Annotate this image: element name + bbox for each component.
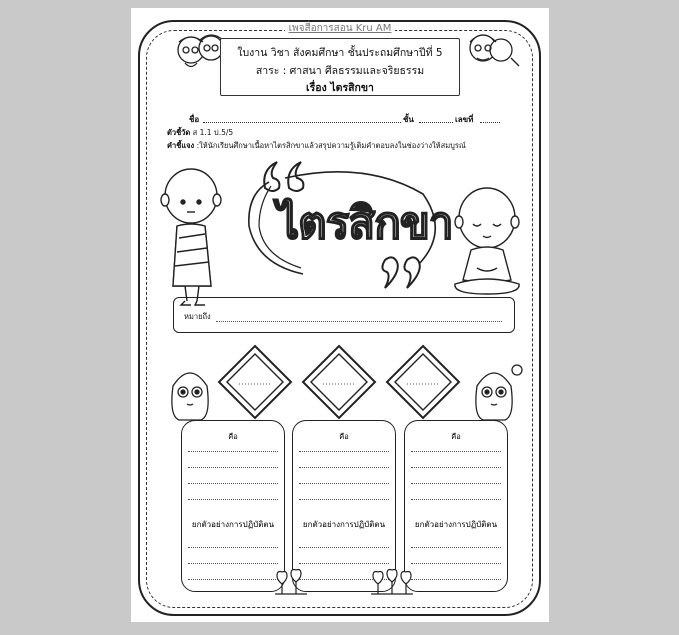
indicator-value: ส 1.1 ป.5/5 bbox=[192, 128, 234, 137]
kids-right-icon bbox=[461, 28, 521, 78]
meaning-label: หมายถึง bbox=[184, 312, 211, 321]
card-line bbox=[299, 451, 389, 452]
class-field[interactable] bbox=[419, 122, 453, 123]
quote-close-icon bbox=[377, 256, 427, 292]
meaning-box[interactable] bbox=[173, 297, 515, 333]
diamond-3[interactable] bbox=[385, 344, 461, 420]
card-line bbox=[299, 499, 389, 500]
card-line bbox=[299, 563, 389, 564]
card-line bbox=[188, 579, 278, 580]
class-label: ชั้น bbox=[403, 115, 414, 124]
header-line-1: ใบงาน วิชา สังคมศึกษา ชั้นประถมศึกษาปีที่ 5 bbox=[237, 47, 443, 59]
header-line-3: เรื่อง ไตรสิกขา bbox=[306, 82, 374, 94]
header-box bbox=[220, 38, 460, 96]
girl-right-icon bbox=[469, 362, 525, 422]
card-line bbox=[411, 563, 501, 564]
indicator-label: ตัวชี้วัด bbox=[167, 128, 191, 137]
card-3[interactable] bbox=[404, 420, 508, 592]
card-line bbox=[411, 451, 501, 452]
hearts-left-icon bbox=[269, 568, 313, 598]
card-caption: คือ bbox=[339, 432, 349, 441]
number-label: เลขที่ bbox=[455, 115, 474, 124]
instruction-text: ให้นักเรียนศึกษาเนื้อหาไตรสิกขาแล้วสรุปความรู้เติมคำตอบลงในช่องว่างให้สมบูรณ์ bbox=[199, 141, 466, 150]
card-line bbox=[188, 563, 278, 564]
card-line bbox=[411, 579, 501, 580]
card-example: ยกตัวอย่างการปฏิบัติตน bbox=[414, 520, 498, 529]
instruction-label: คำชี้แจง bbox=[167, 141, 195, 150]
card-line bbox=[188, 467, 278, 468]
name-label: ชื่อ bbox=[189, 115, 200, 124]
card-caption: คือ bbox=[451, 432, 461, 441]
card-line bbox=[411, 467, 501, 468]
card-line bbox=[299, 467, 389, 468]
card-line bbox=[188, 451, 278, 452]
monk-standing-icon bbox=[159, 166, 229, 306]
girl-left-icon bbox=[165, 366, 215, 422]
card-line bbox=[411, 547, 501, 548]
card-line bbox=[299, 547, 389, 548]
card-1[interactable] bbox=[181, 420, 285, 592]
hearts-right-icon bbox=[367, 568, 417, 598]
card-example: ยกตัวอย่างการปฏิบัติตน bbox=[191, 520, 275, 529]
meaning-line bbox=[216, 321, 502, 322]
monk-sitting-icon bbox=[451, 184, 523, 296]
card-line bbox=[188, 499, 278, 500]
number-field[interactable] bbox=[480, 122, 500, 123]
card-line bbox=[188, 483, 278, 484]
card-2[interactable] bbox=[292, 420, 396, 592]
card-example: ยกตัวอย่างการปฏิบัติตน bbox=[302, 520, 386, 529]
card-caption: คือ bbox=[228, 432, 238, 441]
name-field[interactable] bbox=[203, 122, 401, 123]
card-line bbox=[411, 483, 501, 484]
instruction: คำชี้แจง :ให้นักเรียนศึกษาเนื้อหาไตรสิกขาแล้วสรุปความรู้เติมคำตอบลงในช่องว่างให้สมบูรณ์ bbox=[167, 141, 466, 150]
indicator bbox=[167, 127, 233, 139]
card-line bbox=[411, 499, 501, 500]
page-link[interactable]: เพจสื่อการสอน Kru AM bbox=[131, 21, 549, 36]
diamond-1[interactable] bbox=[217, 344, 293, 420]
card-line bbox=[188, 547, 278, 548]
worksheet-page bbox=[131, 8, 549, 622]
header-line-2: สาระ : ศาสนา ศีลธรรมและจริยธรรม bbox=[255, 65, 425, 77]
title-art: ไตรสิกขา bbox=[277, 198, 453, 249]
card-line bbox=[299, 483, 389, 484]
diamond-2[interactable] bbox=[301, 344, 377, 420]
